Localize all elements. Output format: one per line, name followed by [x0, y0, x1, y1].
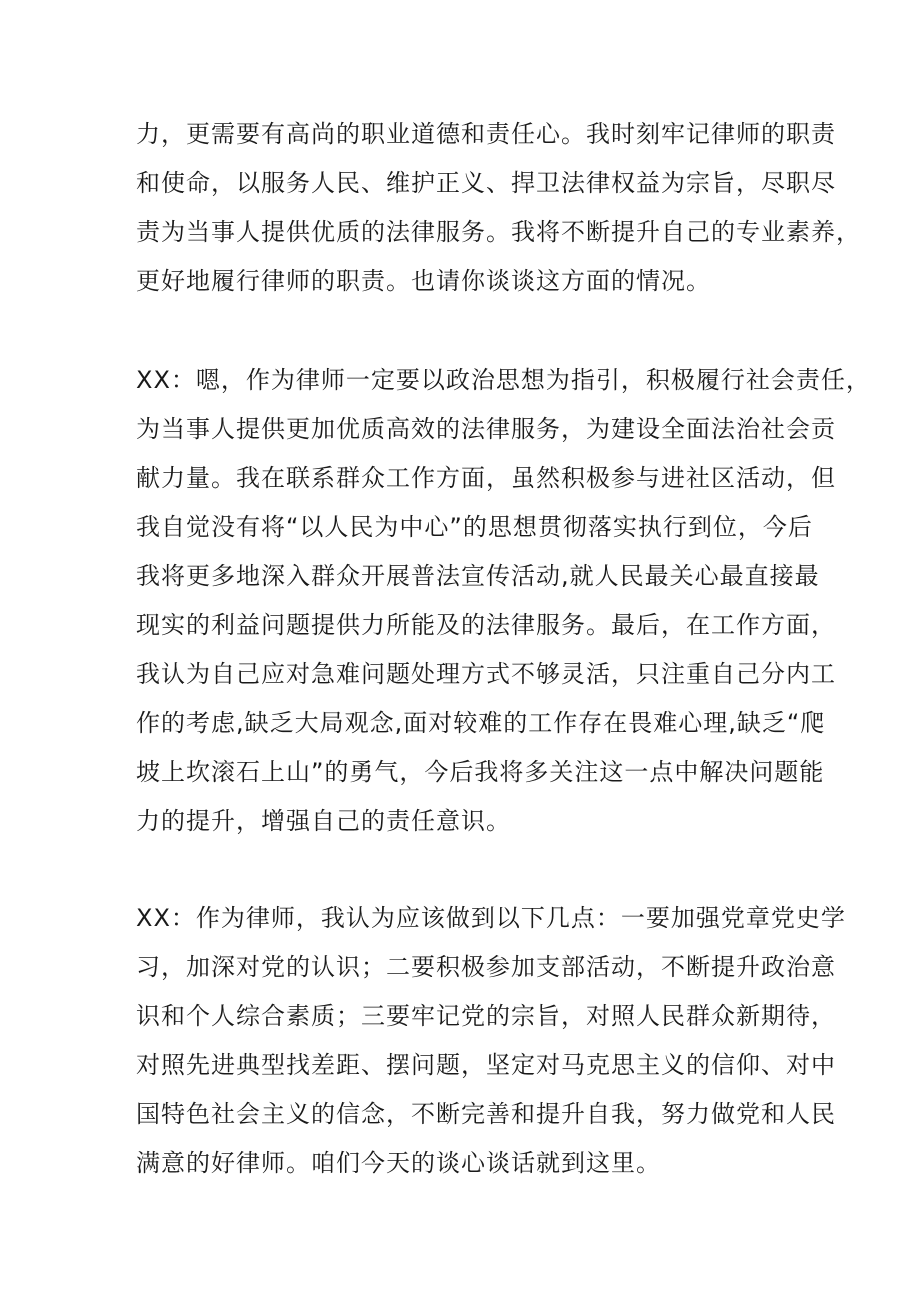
text-line: 力，更需要有高尚的职业道德和责任心。我时刻牢记律师的职责 [136, 120, 836, 148]
text-line: 现实的利益问题提供力所能及的法律服务。最后，在工作方面， [136, 611, 836, 639]
text-line: 为当事人提供更加优质高效的法律服务，为建设全面法治社会贡 [136, 415, 836, 443]
text-line: 更好地履行律师的职责。也请你谈谈这方面的情况。 [136, 267, 711, 295]
text-line: 国特色社会主义的信念，不断完善和提升自我，努力做党和人民 [136, 1100, 836, 1128]
text-line: 识和个人综合素质；三要牢记党的宗旨，对照人民群众新期待， [136, 1002, 836, 1030]
text-line: 作的考虑,缺乏大局观念,面对较难的工作存在畏难心理,缺乏“爬 [136, 709, 826, 737]
text-line: 和使命，以服务人民、维护正义、捍卫法律权益为宗旨，尽职尽 [136, 169, 836, 197]
text-line: 坡上坎滚石上山”的勇气，今后我将多关注这一点中解决问题能 [136, 758, 825, 786]
text-line: 我认为自己应对急难问题处理方式不够灵活，只注重自己分内工 [136, 660, 836, 688]
text-line: XX：嗯，作为律师一定要以政治思想为指引，积极履行社会责任， [136, 366, 871, 394]
text-line: XX：作为律师，我认为应该做到以下几点：一要加强党章党史学 [136, 904, 846, 932]
text-line: 献力量。我在联系群众工作方面，虽然积极参与进社区活动，但 [136, 464, 836, 492]
text-line: 满意的好律师。咱们今天的谈心谈话就到这里。 [136, 1149, 661, 1177]
text-line: 我自觉没有将“以人民为中心”的思想贯彻落实执行到位，今后 [136, 513, 813, 541]
text-line: 我将更多地深入群众开展普法宣传活动,就人民最关心最直接最 [136, 562, 820, 590]
text-line: 对照先进典型找差距、摆问题，坚定对马克思主义的信仰、对中 [136, 1051, 836, 1079]
text-line: 习，加深对党的认识；二要积极参加支部活动，不断提升政治意 [136, 953, 836, 981]
text-line: 力的提升，增强自己的责任意识。 [136, 807, 511, 835]
text-line: 责为当事人提供优质的法律服务。我将不断提升自己的专业素养， [136, 218, 861, 246]
